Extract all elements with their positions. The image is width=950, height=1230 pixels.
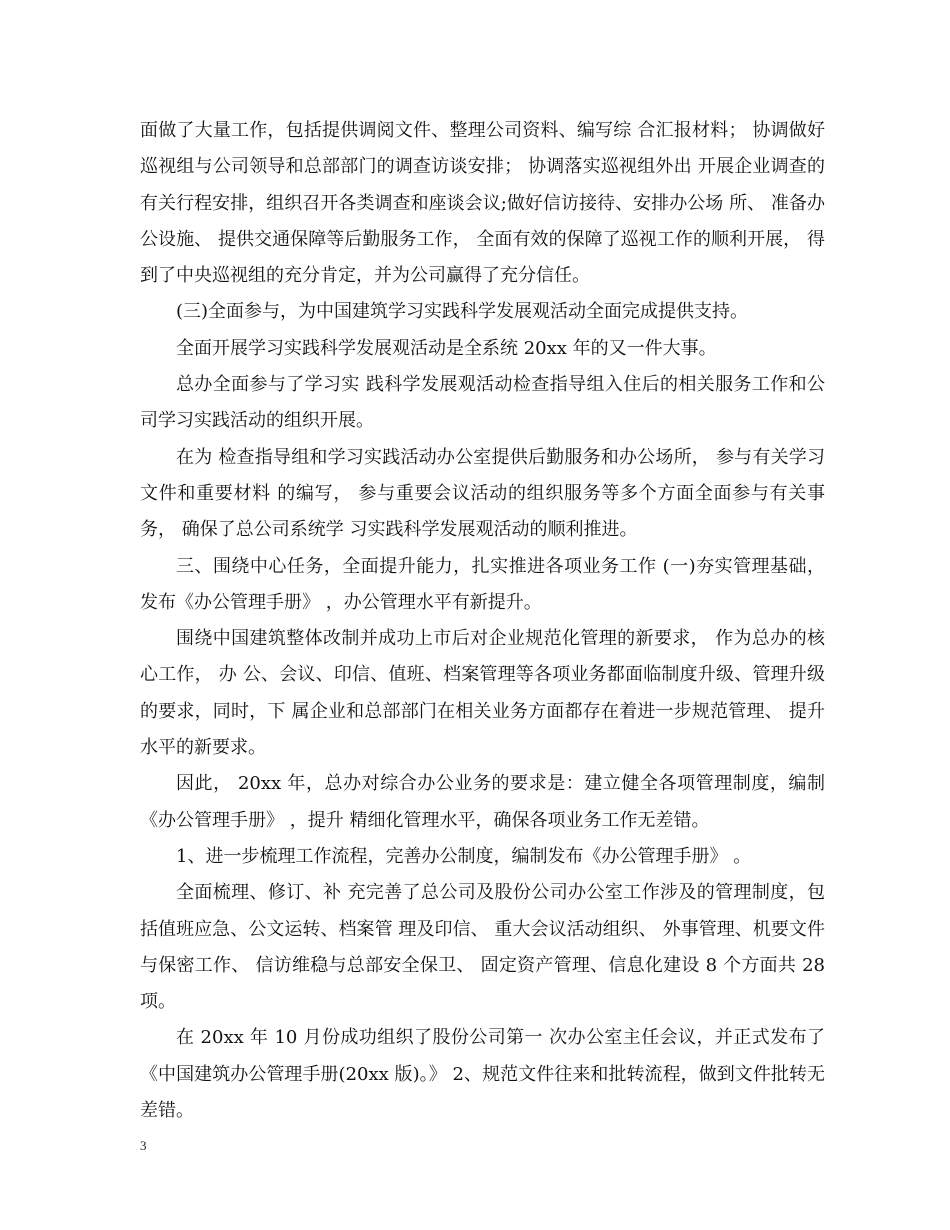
paragraph-8: 因此， 20xx 年，总办对综合办公业务的要求是：建立健全各项管理制度，编制《办公管理手册》 ，提升 精细化管理水平，确保各项业务工作无差错。 — [140, 773, 825, 831]
document-body — [140, 113, 831, 1129]
paragraph-1: 面做了大量工作，包括提供调阅文件、整理公司资料、编写综 合汇报材料； 协调做好巡视组与公司领导和总部部门的调查访谈安排； 协调落实巡视组外出 开展企业调查的有关行程安排，组织召开各类调查和座谈会议;做好信访接待、安排办公场 所、 准备办公设施、 提供交通保障等后勤服务工作， 全面有效的保障了巡视工作的顺利开展， 得到了中央巡视组的充分肯定，并为公司赢得了充分信任。 — [140, 120, 825, 287]
paragraph-9: 1、进一步梳理工作流程，完善办公制度，编制发布《办公管理手册》 。 — [176, 845, 752, 867]
paragraph-2: (三)全面参与，为中国建筑学习实践科学发展观活动全面完成提供支持。 — [176, 301, 749, 323]
paragraph-7: 围绕中国建筑整体改制并成功上市后对企业规范化管理的新要求， 作为总办的核心工作， 办 公、会议、印信、值班、档案管理等各项业务都面临制度升级、管理升级的要求，同时，下 属企业和总部部门在相关业务方面都存在着进一步规范管理、 提升水平的新要求。 — [140, 628, 825, 759]
page-number: 3 — [140, 1138, 147, 1153]
paragraph-4: 总办全面参与了学习实 践科学发展观活动检查指导组入住后的相关服务工作和公司学习实践活动的组织开展。 — [140, 374, 825, 432]
paragraph-3: 全面开展学习实践科学发展观活动是全系统 20xx 年的又一件大事。 — [176, 337, 717, 359]
paragraph-10: 全面梳理、修订、补 充完善了总公司及股份公司办公室工作涉及的管理制度，包括值班应急、公文运转、档案管 理及印信、 重大会议活动组织、 外事管理、机要文件与保密工作、 信访维稳与总部安全保卫、 固定资产管理、信息化建设 8 个方面共 28 项。 — [140, 882, 831, 1013]
paragraph-6: 三、围绕中心任务，全面提升能力，扎实推进各项业务工作 (一)夯实管理基础，发布《办公管理手册》 ，办公管理水平有新提升。 — [140, 555, 825, 613]
paragraph-5: 在为 检查指导组和学习实践活动办公室提供后勤服务和办公场所， 参与有关学习文件和重要材料 的编写， 参与重要会议活动的组织服务等多个方面全面参与有关事务， 确保了总公司系统学 习实践科学发展观活动的顺利推进。 — [140, 446, 825, 541]
paragraph-11: 在 20xx 年 10 月份成功组织了股份公司第一 次办公室主任会议，并正式发布了《中国建筑办公管理手册(20xx 版)。》 2、规范文件往来和批转流程，做到文件批转无差错。 — [140, 1027, 825, 1122]
